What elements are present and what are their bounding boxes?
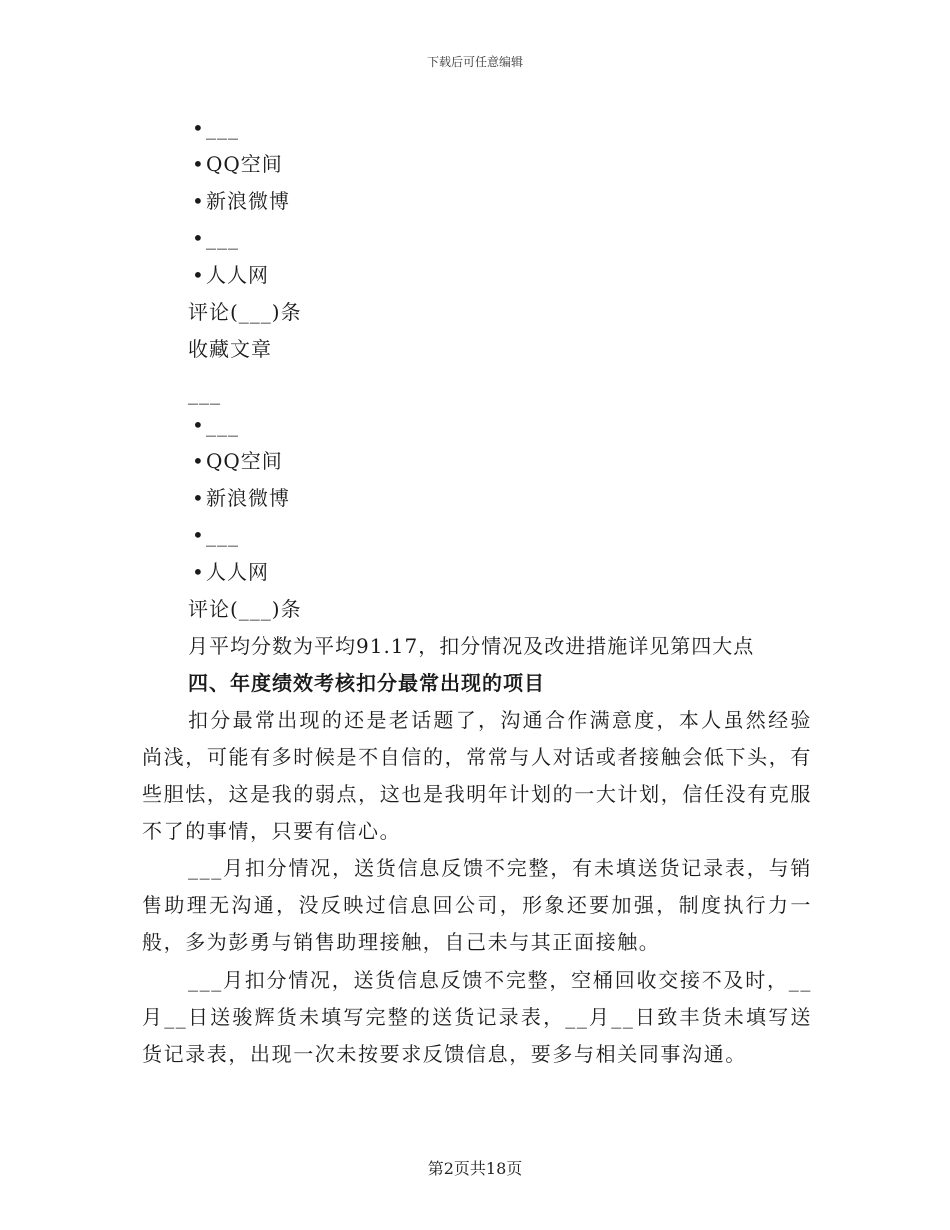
bullet-icon: • xyxy=(192,413,205,437)
body-paragraph: ___月扣分情况，送货信息反馈不完整，空桶回收交接不及时，__月__日送骏辉货未填写完整的送货记录表，__月__日致丰货未填写送货记录表，出现一次未按要求反馈信息，要多与相关同事沟通。 xyxy=(142,968,812,1066)
separator-blank: ___ xyxy=(188,381,221,405)
body-paragraph: 扣分最常出现的还是老话题了，沟通合作满意度，本人虽然经验尚浅，可能有多时候是不自信的，常常与人对话或者接触会低下头，有些胆怯，这是我的弱点，这也是我明年计划的一大计划，信任没有克服不了的事情，只要有信心。 xyxy=(142,708,812,843)
bullet-icon: • xyxy=(192,560,205,584)
comment-count-link[interactable]: 评论(___)条 xyxy=(188,597,302,621)
share-item-renren[interactable]: •人人网 xyxy=(192,263,269,287)
share-item[interactable]: •___ xyxy=(192,413,239,437)
bullet-icon: • xyxy=(192,449,205,473)
bullet-icon: • xyxy=(192,116,205,140)
favorite-article-link[interactable]: 收藏文章 xyxy=(188,337,272,361)
summary-line: 月平均分数为平均91.17，扣分情况及改进措施详见第四大点 xyxy=(188,634,755,658)
bullet-icon: • xyxy=(192,152,205,176)
share-item-qzone[interactable]: •QQ空间 xyxy=(192,152,283,176)
share-item-weibo[interactable]: •新浪微博 xyxy=(192,189,290,213)
page-footer: 第2页共18页 xyxy=(427,1159,523,1178)
share-item[interactable]: •___ xyxy=(192,116,239,140)
share-item-weibo[interactable]: •新浪微博 xyxy=(192,486,290,510)
share-item[interactable]: •___ xyxy=(192,226,239,250)
bullet-icon: • xyxy=(192,523,205,547)
body-paragraph: ___月扣分情况，送货信息反馈不完整，有未填送货记录表，与销售助理无沟通，没反映过信息回公司，形象还要加强，制度执行力一般，多为彭勇与销售助理接触，自己未与其正面接触。 xyxy=(142,856,812,954)
bullet-icon: • xyxy=(192,486,205,510)
bullet-icon: • xyxy=(192,189,205,213)
page-header: 下载后可任意编辑 xyxy=(426,55,523,69)
section-heading: 四、年度绩效考核扣分最常出现的项目 xyxy=(188,671,545,695)
share-item-qzone[interactable]: •QQ空间 xyxy=(192,449,283,473)
share-item-renren[interactable]: •人人网 xyxy=(192,560,269,584)
comment-count-link[interactable]: 评论(___)条 xyxy=(188,300,302,324)
bullet-icon: • xyxy=(192,263,205,287)
bullet-icon: • xyxy=(192,226,205,250)
share-item[interactable]: •___ xyxy=(192,523,239,547)
